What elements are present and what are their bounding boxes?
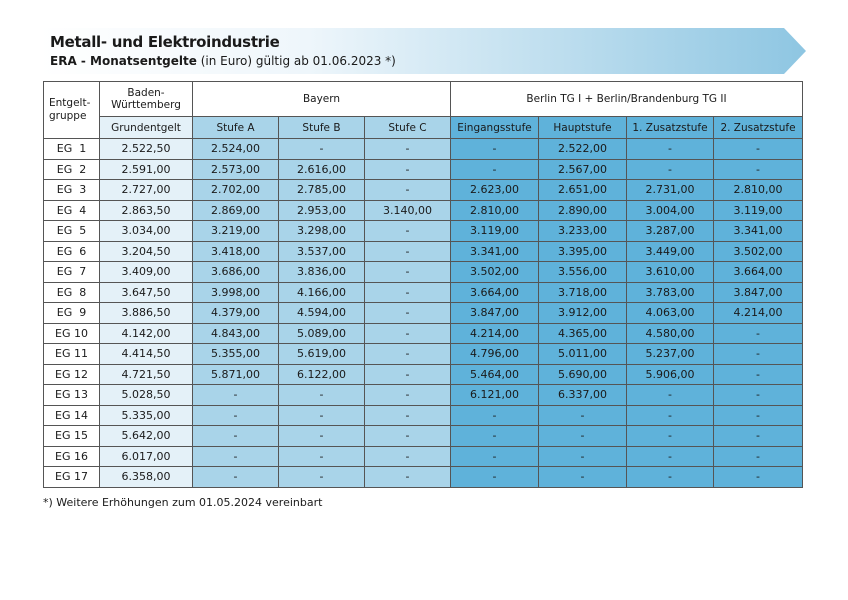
salary-cell-grundentgelt: 5.335,00 — [100, 405, 193, 426]
salary-cell-hauptstufe: 3.395,00 — [539, 241, 627, 262]
salary-cell-zusatzstufe-2: 3.847,00 — [714, 282, 803, 303]
entgeltgruppe-cell: EG 14 — [44, 405, 100, 426]
salary-cell-stufe-c: 3.140,00 — [365, 200, 451, 221]
salary-cell-eingangsstufe: 2.810,00 — [451, 200, 539, 221]
salary-cell-stufe-b: 2.616,00 — [279, 159, 365, 180]
salary-cell-hauptstufe: 2.567,00 — [539, 159, 627, 180]
salary-cell-hauptstufe: 3.233,00 — [539, 221, 627, 242]
salary-cell-zusatzstufe-1: 4.063,00 — [627, 303, 714, 324]
table-row — [44, 241, 803, 262]
column-header-stufe-b: Stufe B — [279, 117, 365, 139]
salary-cell-zusatzstufe-2: 3.119,00 — [714, 200, 803, 221]
salary-cell-zusatzstufe-1: 5.906,00 — [627, 364, 714, 385]
salary-cell-eingangsstufe: 6.121,00 — [451, 385, 539, 406]
salary-cell-zusatzstufe-1: 3.287,00 — [627, 221, 714, 242]
salary-cell-stufe-a: 2.702,00 — [193, 180, 279, 201]
salary-cell-hauptstufe: 3.912,00 — [539, 303, 627, 324]
entgeltgruppe-cell: EG 11 — [44, 344, 100, 365]
salary-cell-stufe-a: 2.869,00 — [193, 200, 279, 221]
salary-cell-stufe-a: - — [193, 405, 279, 426]
salary-cell-zusatzstufe-1: 3.449,00 — [627, 241, 714, 262]
salary-cell-zusatzstufe-1: 3.783,00 — [627, 282, 714, 303]
salary-cell-zusatzstufe-1: - — [627, 446, 714, 467]
table-row — [44, 221, 803, 242]
salary-cell-stufe-a: - — [193, 467, 279, 488]
salary-cell-stufe-b: 2.953,00 — [279, 200, 365, 221]
salary-cell-grundentgelt: 4.142,00 — [100, 323, 193, 344]
salary-cell-stufe-c: - — [365, 323, 451, 344]
salary-cell-grundentgelt: 2.591,00 — [100, 159, 193, 180]
salary-cell-stufe-c: - — [365, 426, 451, 447]
salary-cell-grundentgelt: 3.409,00 — [100, 262, 193, 283]
salary-cell-zusatzstufe-2: 3.664,00 — [714, 262, 803, 283]
entgeltgruppe-cell: EG 7 — [44, 262, 100, 283]
salary-cell-eingangsstufe: - — [451, 467, 539, 488]
group-header: Entgelt- gruppe — [44, 82, 100, 139]
salary-cell-stufe-a: 2.573,00 — [193, 159, 279, 180]
entgeltgruppe-cell: EG 9 — [44, 303, 100, 324]
salary-table — [43, 81, 803, 488]
salary-cell-hauptstufe: 2.890,00 — [539, 200, 627, 221]
salary-cell-grundentgelt: 4.414,50 — [100, 344, 193, 365]
salary-cell-hauptstufe: 5.011,00 — [539, 344, 627, 365]
salary-cell-stufe-b: 3.537,00 — [279, 241, 365, 262]
table-row — [44, 139, 803, 160]
salary-cell-hauptstufe: - — [539, 467, 627, 488]
salary-cell-stufe-b: - — [279, 405, 365, 426]
column-header-stufe-c: Stufe C — [365, 117, 451, 139]
entgeltgruppe-cell: EG 10 — [44, 323, 100, 344]
salary-cell-grundentgelt: 3.647,50 — [100, 282, 193, 303]
salary-cell-stufe-c: - — [365, 180, 451, 201]
salary-cell-stufe-a: 5.871,00 — [193, 364, 279, 385]
salary-cell-stufe-c: - — [365, 405, 451, 426]
salary-cell-zusatzstufe-2: 3.341,00 — [714, 221, 803, 242]
salary-cell-stufe-b: 3.298,00 — [279, 221, 365, 242]
salary-cell-stufe-a: - — [193, 385, 279, 406]
salary-cell-hauptstufe: 2.522,00 — [539, 139, 627, 160]
column-header-grundentgelt: Grundentgelt — [100, 117, 193, 139]
table-row — [44, 467, 803, 488]
region-berlin-header: Berlin TG I + Berlin/Brandenburg TG II — [451, 82, 803, 117]
salary-cell-stufe-a: 4.379,00 — [193, 303, 279, 324]
subtitle-rest: (in Euro) gültig ab 01.06.2023 *) — [196, 54, 396, 68]
subtitle-bold: ERA - Monatsentgelte — [50, 54, 197, 68]
region-bw-header: Baden- Württemberg — [100, 82, 193, 117]
region-bayern-header: Bayern — [193, 82, 451, 117]
salary-cell-grundentgelt: 6.017,00 — [100, 446, 193, 467]
table-row — [44, 364, 803, 385]
salary-cell-stufe-c: - — [365, 364, 451, 385]
table-row — [44, 405, 803, 426]
salary-cell-stufe-b: - — [279, 426, 365, 447]
salary-cell-hauptstufe: 3.718,00 — [539, 282, 627, 303]
footnote: *) Weitere Erhöhungen zum 01.05.2024 vereinbart — [43, 496, 323, 509]
salary-cell-grundentgelt: 3.034,00 — [100, 221, 193, 242]
salary-cell-zusatzstufe-1: - — [627, 139, 714, 160]
table-row — [44, 323, 803, 344]
salary-cell-eingangsstufe: 5.464,00 — [451, 364, 539, 385]
salary-cell-grundentgelt: 5.028,50 — [100, 385, 193, 406]
salary-cell-grundentgelt: 2.863,50 — [100, 200, 193, 221]
salary-cell-stufe-b: - — [279, 385, 365, 406]
salary-cell-stufe-c: - — [365, 385, 451, 406]
entgeltgruppe-cell: EG 3 — [44, 180, 100, 201]
salary-cell-zusatzstufe-2: 3.502,00 — [714, 241, 803, 262]
salary-cell-stufe-b: 4.594,00 — [279, 303, 365, 324]
salary-cell-stufe-a: 3.418,00 — [193, 241, 279, 262]
salary-cell-zusatzstufe-1: - — [627, 467, 714, 488]
salary-cell-stufe-b: - — [279, 467, 365, 488]
table-row — [44, 303, 803, 324]
column-header-stufe-a: Stufe A — [193, 117, 279, 139]
salary-cell-hauptstufe: 3.556,00 — [539, 262, 627, 283]
salary-cell-stufe-b: - — [279, 446, 365, 467]
salary-cell-grundentgelt: 6.358,00 — [100, 467, 193, 488]
salary-cell-stufe-c: - — [365, 282, 451, 303]
salary-cell-stufe-a: - — [193, 426, 279, 447]
salary-cell-stufe-a: 2.524,00 — [193, 139, 279, 160]
salary-cell-eingangsstufe: - — [451, 426, 539, 447]
page-subtitle — [50, 54, 396, 68]
salary-cell-stufe-a: 3.219,00 — [193, 221, 279, 242]
salary-cell-zusatzstufe-1: - — [627, 426, 714, 447]
entgeltgruppe-cell: EG 8 — [44, 282, 100, 303]
salary-cell-zusatzstufe-1: 2.731,00 — [627, 180, 714, 201]
salary-cell-zusatzstufe-2: - — [714, 405, 803, 426]
salary-cell-eingangsstufe: 3.119,00 — [451, 221, 539, 242]
salary-cell-zusatzstufe-2: - — [714, 467, 803, 488]
salary-cell-zusatzstufe-1: - — [627, 385, 714, 406]
entgeltgruppe-cell: EG 15 — [44, 426, 100, 447]
salary-cell-stufe-c: - — [365, 262, 451, 283]
salary-cell-zusatzstufe-2: - — [714, 364, 803, 385]
salary-cell-zusatzstufe-2: - — [714, 426, 803, 447]
salary-cell-hauptstufe: - — [539, 446, 627, 467]
table-row — [44, 344, 803, 365]
salary-cell-zusatzstufe-1: 3.004,00 — [627, 200, 714, 221]
salary-cell-zusatzstufe-2: - — [714, 385, 803, 406]
salary-cell-grundentgelt: 2.522,50 — [100, 139, 193, 160]
salary-cell-hauptstufe: 2.651,00 — [539, 180, 627, 201]
salary-cell-hauptstufe: 4.365,00 — [539, 323, 627, 344]
salary-cell-stufe-c: - — [365, 303, 451, 324]
salary-cell-stufe-c: - — [365, 241, 451, 262]
salary-cell-hauptstufe: 6.337,00 — [539, 385, 627, 406]
salary-cell-zusatzstufe-1: 5.237,00 — [627, 344, 714, 365]
salary-cell-eingangsstufe: 4.214,00 — [451, 323, 539, 344]
salary-cell-zusatzstufe-1: 4.580,00 — [627, 323, 714, 344]
salary-cell-grundentgelt: 2.727,00 — [100, 180, 193, 201]
salary-cell-stufe-a: 3.998,00 — [193, 282, 279, 303]
entgeltgruppe-cell: EG 13 — [44, 385, 100, 406]
salary-cell-zusatzstufe-2: - — [714, 344, 803, 365]
entgeltgruppe-cell: EG 12 — [44, 364, 100, 385]
salary-cell-eingangsstufe: 3.847,00 — [451, 303, 539, 324]
salary-cell-zusatzstufe-2: - — [714, 446, 803, 467]
salary-cell-zusatzstufe-2: 4.214,00 — [714, 303, 803, 324]
salary-cell-stufe-a: 3.686,00 — [193, 262, 279, 283]
salary-cell-zusatzstufe-2: 2.810,00 — [714, 180, 803, 201]
salary-cell-eingangsstufe: 4.796,00 — [451, 344, 539, 365]
salary-cell-eingangsstufe: 3.341,00 — [451, 241, 539, 262]
salary-cell-grundentgelt: 3.886,50 — [100, 303, 193, 324]
column-header-eingangsstufe: Eingangsstufe — [451, 117, 539, 139]
salary-cell-zusatzstufe-2: - — [714, 323, 803, 344]
salary-cell-stufe-c: - — [365, 344, 451, 365]
table-row — [44, 262, 803, 283]
entgeltgruppe-cell: EG 1 — [44, 139, 100, 160]
salary-cell-stufe-b: 2.785,00 — [279, 180, 365, 201]
column-header-zusatzstufe-1: 1. Zusatzstufe — [627, 117, 714, 139]
entgeltgruppe-cell: EG 17 — [44, 467, 100, 488]
salary-cell-eingangsstufe: - — [451, 446, 539, 467]
salary-cell-stufe-a: 4.843,00 — [193, 323, 279, 344]
entgeltgruppe-cell: EG 2 — [44, 159, 100, 180]
entgeltgruppe-cell: EG 16 — [44, 446, 100, 467]
salary-cell-zusatzstufe-1: 3.610,00 — [627, 262, 714, 283]
salary-cell-hauptstufe: - — [539, 426, 627, 447]
entgeltgruppe-cell: EG 5 — [44, 221, 100, 242]
salary-cell-eingangsstufe: 3.502,00 — [451, 262, 539, 283]
salary-cell-stufe-b: 6.122,00 — [279, 364, 365, 385]
salary-cell-stufe-b: - — [279, 139, 365, 160]
salary-cell-stufe-b: 3.836,00 — [279, 262, 365, 283]
table-row — [44, 446, 803, 467]
salary-cell-hauptstufe: - — [539, 405, 627, 426]
table-row — [44, 282, 803, 303]
table-row — [44, 385, 803, 406]
entgeltgruppe-cell: EG 4 — [44, 200, 100, 221]
salary-cell-zusatzstufe-1: - — [627, 159, 714, 180]
entgeltgruppe-cell: EG 6 — [44, 241, 100, 262]
salary-cell-stufe-a: - — [193, 446, 279, 467]
table-row — [44, 159, 803, 180]
salary-cell-zusatzstufe-2: - — [714, 139, 803, 160]
title-banner — [40, 28, 806, 74]
salary-cell-stufe-b: 5.619,00 — [279, 344, 365, 365]
salary-cell-eingangsstufe: 2.623,00 — [451, 180, 539, 201]
table-row — [44, 180, 803, 201]
salary-cell-stufe-c: - — [365, 446, 451, 467]
column-header-hauptstufe: Hauptstufe — [539, 117, 627, 139]
salary-cell-stufe-b: 5.089,00 — [279, 323, 365, 344]
salary-cell-stufe-c: - — [365, 467, 451, 488]
salary-cell-grundentgelt: 5.642,00 — [100, 426, 193, 447]
page-title: Metall- und Elektroindustrie — [50, 33, 280, 51]
salary-cell-stufe-a: 5.355,00 — [193, 344, 279, 365]
salary-cell-stufe-c: - — [365, 221, 451, 242]
salary-cell-eingangsstufe: - — [451, 405, 539, 426]
salary-cell-stufe-c: - — [365, 159, 451, 180]
salary-cell-eingangsstufe: - — [451, 139, 539, 160]
salary-cell-stufe-b: 4.166,00 — [279, 282, 365, 303]
salary-cell-zusatzstufe-1: - — [627, 405, 714, 426]
salary-cell-grundentgelt: 3.204,50 — [100, 241, 193, 262]
salary-cell-zusatzstufe-2: - — [714, 159, 803, 180]
table-row — [44, 200, 803, 221]
salary-cell-grundentgelt: 4.721,50 — [100, 364, 193, 385]
column-header-zusatzstufe-2: 2. Zusatzstufe — [714, 117, 803, 139]
salary-cell-hauptstufe: 5.690,00 — [539, 364, 627, 385]
salary-cell-eingangsstufe: 3.664,00 — [451, 282, 539, 303]
salary-cell-eingangsstufe: - — [451, 159, 539, 180]
salary-cell-stufe-c: - — [365, 139, 451, 160]
table-row — [44, 426, 803, 447]
